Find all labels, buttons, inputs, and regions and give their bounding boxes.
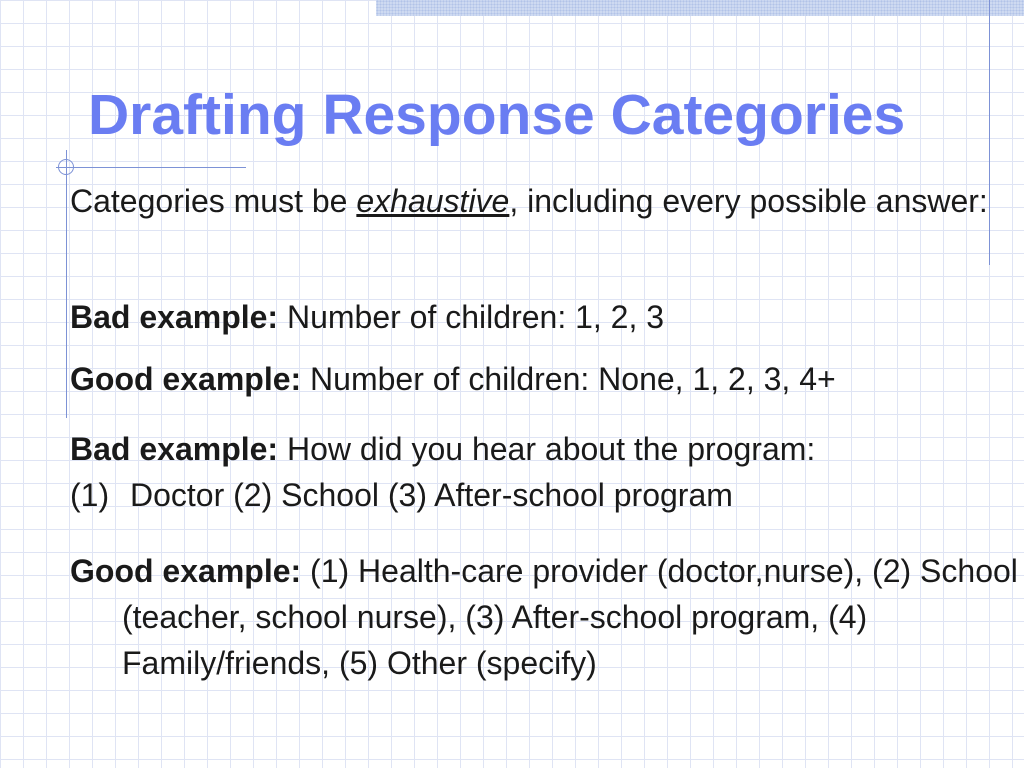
example-second-line [70, 472, 1020, 518]
example-label: Good example: [70, 361, 302, 397]
list-number: (1) [70, 477, 110, 513]
example-label: Good example: [70, 553, 302, 589]
intro-paragraph [70, 178, 1020, 224]
intro-text-after: , including every possible answer: [509, 183, 988, 219]
decorative-vertical-line-left [66, 150, 67, 418]
example-good-2 [70, 548, 1022, 686]
example-text: Number of children: None, 1, 2, 3, 4+ [301, 361, 836, 397]
slide-title: Drafting Response Categories [88, 83, 906, 147]
intro-emphasis: exhaustive [356, 183, 510, 219]
example-good-1 [70, 356, 1020, 402]
example-label: Bad example: [70, 431, 279, 467]
decorative-title-underline [56, 167, 246, 168]
example-label: Bad example: [70, 299, 279, 335]
intro-text-before: Categories must be [70, 183, 357, 219]
example-text: Number of children: 1, 2, 3 [278, 299, 665, 335]
example-text: (1) Health-care provider (doctor,nurse), (2) School (teacher, school nurse), (3) After-school program, (4) Family/friends, (5) Other (specify) [122, 553, 1018, 681]
example-second-line-text: Doctor (2) School (3) After-school program [130, 477, 733, 513]
decorative-top-band [376, 0, 1024, 16]
crosshair-circle-icon [58, 159, 74, 175]
example-text: How did you hear about the program: [278, 431, 816, 467]
example-bad-1 [70, 294, 1020, 340]
decorative-vertical-line-right [989, 0, 990, 265]
example-bad-2 [70, 426, 1020, 518]
